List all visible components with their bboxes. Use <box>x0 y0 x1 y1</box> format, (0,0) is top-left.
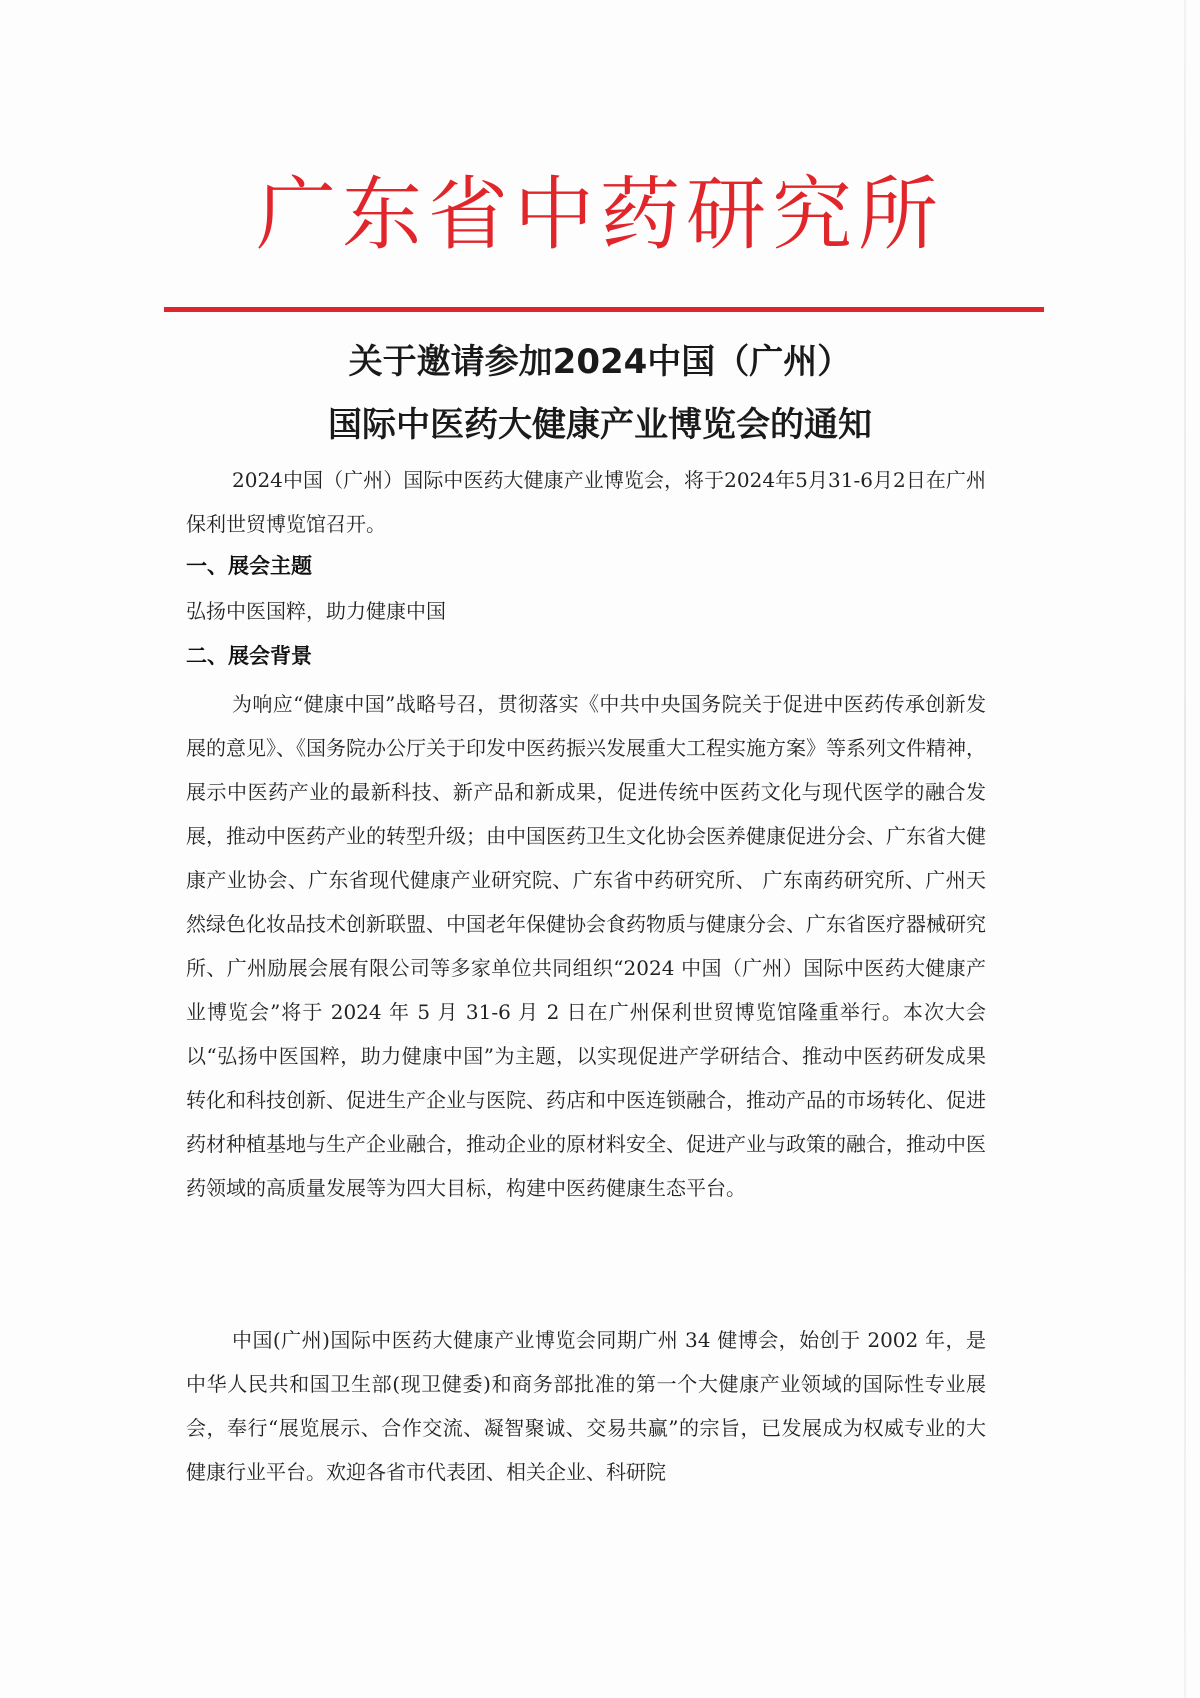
document-title-line2: 国际中医药大健康产业博览会的通知 <box>328 405 872 445</box>
letterhead-org-name: 广东省中药研究所 <box>256 168 944 261</box>
section1-text: 弘扬中医国粹，助力健康中国 <box>186 599 446 623</box>
document-title-line1: 关于邀请参加2024中国（广州） <box>348 342 852 382</box>
section2-heading: 二、展会背景 <box>186 644 312 668</box>
letterhead-red-rule <box>164 307 1044 312</box>
fair-history-paragraph: 中国(广州)国际中医药大健康产业博览会同期广州 34 健博会，始创于 2002 年，是中华人民共和国卫生部(现卫健委)和商务部批准的第一个大健康产业领域的国际性专业展会，奉行“展览展示、合作交流、凝智聚诚、交易共赢”的宗旨，已发展成为权威专业的大健康行业平台。欢迎各省市代表团、相关企业、科研院 <box>186 1328 986 1484</box>
background-paragraph: 为响应“健康中国”战略号召，贯彻落实《中共中央国务院关于促进中医药传承创新发展的意见》、《国务院办公厅关于印发中医药振兴发展重大工程实施方案》等系列文件精神，展示中医药产业的最新科技、新产品和新成果，促进传统中医药文化与现代医学的融合发展，推动中医药产业的转型升级；由中国医药卫生文化协会医养健康促进分会、广东省大健康产业协会、广东省现代健康产业研究院、广东省中药研究所、 广东南药研究所、广州天然绿色化妆品技术创新联盟、中国老年保健协会食药物质与健康分会、广东省医疗器械研究所、广州励展会展有限公司等多家单位共同组织“2024 中国（广州）国际中医药大健康产业博览会”将于 2024 年 5 月 31-6 月 2 日在广州保利世贸博览馆隆重举行。本次大会以“弘扬中医国粹，助力健康中国”为主题，以实现促进产学研结合、推动中医药研发成果转化和科技创新、促进生产企业与医院、药店和中医连锁融合，推动产品的市场转化、促进药材种植基地与生产企业融合，推动企业的原材料安全、促进产业与政策的融合，推动中医药领域的高质量发展等为四大目标，构建中医药健康生态平台。 <box>186 692 986 1200</box>
section1-heading: 一、展会主题 <box>186 554 312 578</box>
intro-paragraph: 2024中国（广州）国际中医药大健康产业博览会，将于2024年5月31-6月2日在广州保利世贸博览馆召开。 <box>186 468 986 536</box>
